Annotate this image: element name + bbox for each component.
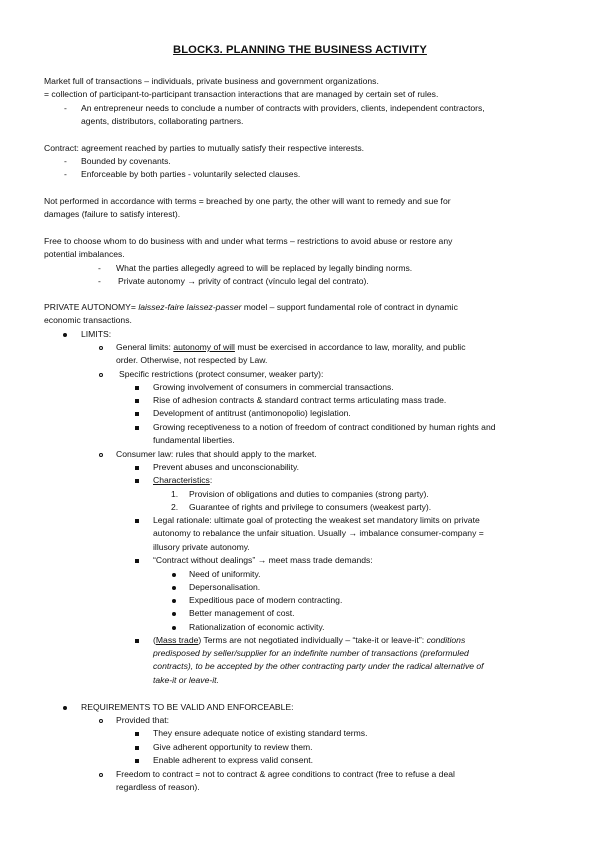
- text-run: (: [153, 635, 156, 645]
- text-line: Depersonalisation.: [189, 582, 261, 592]
- text-line: Market full of transactions – individuals, private business and government organizations.: [44, 76, 379, 86]
- dash-bullet: -: [64, 156, 67, 166]
- dash-bullet: -: [98, 276, 101, 286]
- italic-line: contracts), to be accepted by the other contracting party under the radical alternative of: [153, 661, 484, 671]
- text-line: Not performed in accordance with terms = breached by one party, the other will want to remedy and sue for: [44, 196, 451, 206]
- bullet-circle: [99, 768, 103, 781]
- text-line: [153, 634, 465, 647]
- bullet-square: [135, 461, 139, 474]
- italic-line: predisposed by seller/supplier for an indefinite number of transactions (preformuled: [153, 648, 469, 658]
- text-run: General limits:: [116, 342, 174, 352]
- text-line: Rise of adhesion contracts & standard contract terms articulating mass trade.: [153, 395, 447, 405]
- bullet-dot: [172, 581, 176, 594]
- underlined-run: Characteristics: [153, 475, 210, 485]
- list-number: 2.: [171, 502, 179, 512]
- list-number: 1.: [171, 489, 179, 499]
- text-line: They ensure adequate notice of existing standard terms.: [153, 728, 368, 738]
- text-line: Enable adherent to express valid consent.: [153, 755, 314, 765]
- text-line: Need of uniformity.: [189, 569, 261, 579]
- text-line: Contract: agreement reached by parties to mutually satisfy their respective interests.: [44, 143, 365, 153]
- text-line: Consumer law: rules that should apply to the market.: [116, 449, 317, 459]
- text-line: LIMITS:: [81, 329, 112, 339]
- text-line: = collection of participant-to-participant transaction interactions that are managed by certain set of rules.: [44, 89, 439, 99]
- text-line: [116, 341, 466, 354]
- text-line: Bounded by covenants.: [81, 156, 171, 166]
- text-line: “Contract without dealings” → meet mass trade demands:: [153, 555, 373, 565]
- text-line: Development of antitrust (antimonopolio) legislation.: [153, 408, 351, 418]
- bullet-circle: [99, 714, 103, 727]
- text-run: model – support fundamental role of contract in dynamic: [241, 302, 458, 312]
- text-line: illusory private autonomy.: [153, 542, 250, 552]
- text-line: An entrepreneur needs to conclude a number of contracts with providers, clients, independent contractors,: [81, 103, 485, 113]
- bullet-square: [135, 727, 139, 740]
- bullet-square: [135, 421, 139, 434]
- bullet-square: [135, 474, 139, 487]
- text-line: REQUIREMENTS TO BE VALID AND ENFORCEABLE:: [81, 702, 294, 712]
- text-line: Growing receptiveness to a notion of freedom of contract conditioned by human rights and: [153, 422, 496, 432]
- bullet-square: [135, 514, 139, 527]
- text-line: Private autonomy → privity of contract (vínculo legal del contrato).: [118, 276, 369, 286]
- text-line: Provided that:: [116, 715, 170, 725]
- bullet-square: [135, 407, 139, 420]
- dash-bullet: -: [64, 103, 67, 113]
- text-line: Growing involvement of consumers in commercial transactions.: [153, 382, 394, 392]
- text-line: Freedom to contract = not to contract & agree conditions to contract (free to refuse a deal: [116, 769, 455, 779]
- text-line: damages (failure to satisfy interest).: [44, 209, 181, 219]
- text-line: agents, distributors, collaborating partners.: [81, 116, 244, 126]
- text-line: Specific restrictions (protect consumer, weaker party):: [119, 369, 324, 379]
- bullet-square: [135, 634, 139, 647]
- text-line: Legal rationale: ultimate goal of protecting the weakest set mandatory limits on private: [153, 515, 480, 525]
- text-line: economic transactions.: [44, 315, 132, 325]
- bullet-dot: [172, 594, 176, 607]
- bullet-square: [135, 754, 139, 767]
- text-line: Prevent abuses and unconscionability.: [153, 462, 300, 472]
- bullet-dot: [172, 568, 176, 581]
- dash-bullet: -: [98, 263, 101, 273]
- bullet-circle: [99, 448, 103, 461]
- text-line: Give adherent opportunity to review them.: [153, 742, 313, 752]
- bullet-dot: [63, 701, 67, 714]
- text-run: must be exercised in accordance to law, morality, and public: [234, 342, 466, 352]
- underlined-run: autonomy of will: [173, 342, 235, 352]
- text-line: What the parties allegedly agreed to will be replaced by legally binding norms.: [116, 263, 413, 273]
- bullet-square: [135, 554, 139, 567]
- text-line: [44, 301, 458, 314]
- text-run: PRIVATE AUTONOMY=: [44, 302, 139, 312]
- bullet-dot: [172, 621, 176, 634]
- text-line: autonomy to rebalance the unfair situation. Usually → imbalance consumer-company =: [153, 528, 484, 538]
- text-line: [153, 474, 212, 487]
- text-line: Enforceable by both parties - voluntarily selected clauses.: [81, 169, 301, 179]
- text-line: potential imbalances.: [44, 249, 125, 259]
- text-line: fundamental liberties.: [153, 435, 235, 445]
- bullet-circle: [99, 368, 103, 381]
- text-line: Rationalization of economic activity.: [189, 622, 325, 632]
- text-run: ) Terms are not negotiated individually – “take-it or leave-it”:: [198, 635, 427, 645]
- dash-bullet: -: [64, 169, 67, 179]
- bullet-circle: [99, 341, 103, 354]
- text-line: Free to choose whom to do business with and under what terms – restrictions to avoid abuse or restore any: [44, 236, 453, 246]
- text-run: :: [209, 475, 213, 485]
- page-title: BLOCK3. PLANNING THE BUSINESS ACTIVITY: [173, 44, 427, 56]
- italic-run: conditions: [426, 635, 466, 645]
- bullet-dot: [172, 607, 176, 620]
- italic-line: take-it or leave-it.: [153, 675, 219, 685]
- italic-run: laissez-faire laissez-passer: [138, 302, 242, 312]
- text-line: Guarantee of rights and privilege to consumers (weakest party).: [189, 502, 432, 512]
- text-line: Expeditious pace of modern contracting.: [189, 595, 343, 605]
- bullet-square: [135, 741, 139, 754]
- text-line: Provision of obligations and duties to companies (strong party).: [189, 489, 429, 499]
- bullet-square: [135, 394, 139, 407]
- text-line: Better management of cost.: [189, 608, 295, 618]
- bullet-square: [135, 381, 139, 394]
- text-line: order. Otherwise, not respected by Law.: [116, 355, 268, 365]
- underlined-run: Mass trade: [155, 635, 199, 645]
- text-line: regardless of reason).: [116, 782, 200, 792]
- bullet-dot: [63, 328, 67, 341]
